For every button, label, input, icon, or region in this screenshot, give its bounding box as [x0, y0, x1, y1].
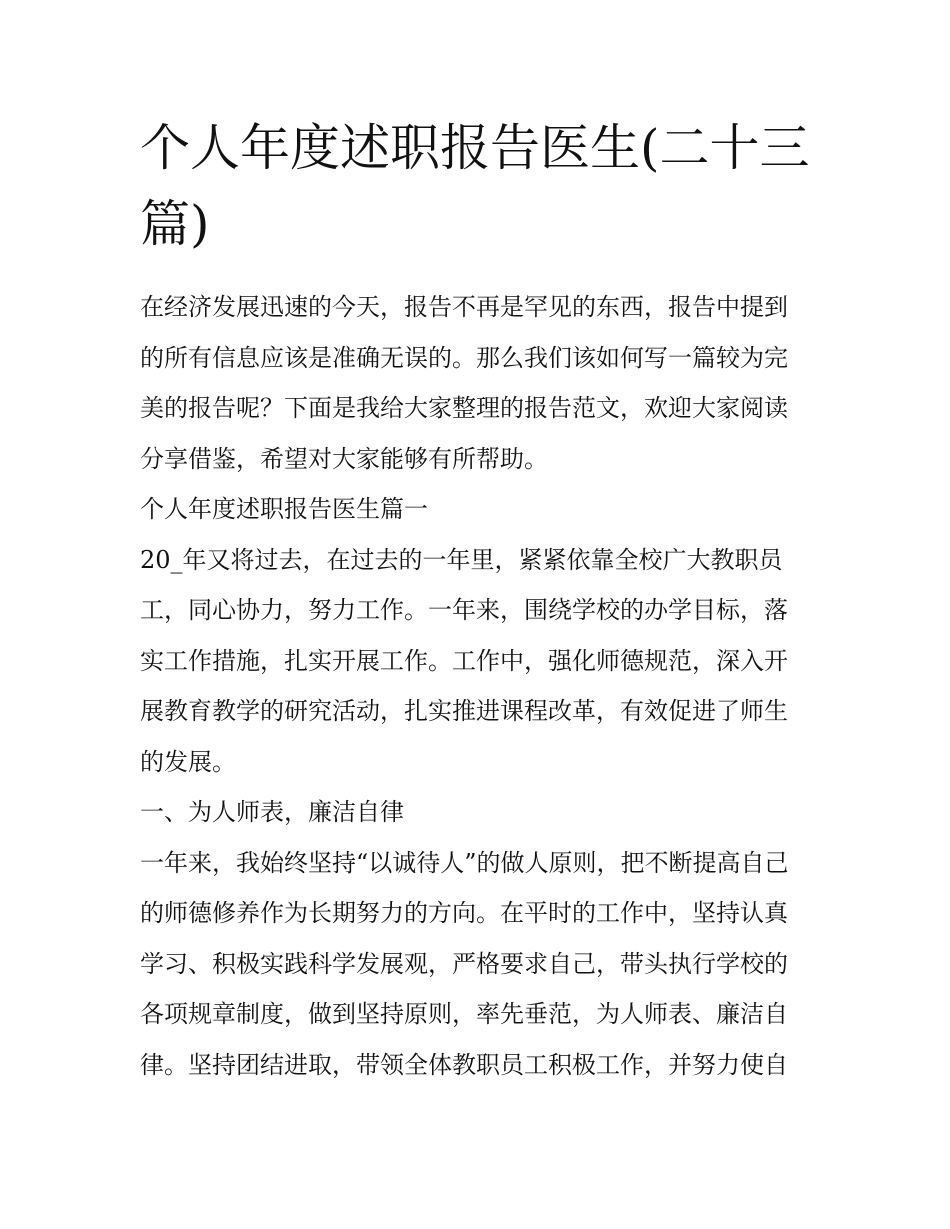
intro-line-1: 在经济发展迅速的今天，报告不再是罕见的东西，报告中提到: [140, 293, 788, 321]
body-line: 的发展。: [140, 747, 236, 776]
intro-line-2: 的所有信息应该是准确无误的。那么我们该如何写一篇较为完: [140, 343, 788, 372]
intro-line-4: 分享借鉴，希望对大家能够有所帮助。: [140, 444, 548, 473]
title-line-1: 个人年度述职报告医生(二十三: [140, 119, 810, 177]
body-line: 一年来，我始终坚持“以诚待人”的做人原则，把不断提高自己: [140, 848, 789, 877]
subheading-1: 一、为人师表，廉洁自律: [140, 798, 404, 826]
body-line: 律。坚持团结进取，带领全体教职员工积极工作，并努力使自: [140, 1050, 788, 1079]
body-line: 实工作措施，扎实开展工作。工作中，强化师德规范，深入开: [140, 646, 788, 675]
title-line-2: 篇): [140, 195, 210, 253]
section-heading-1: 个人年度述职报告医生篇一: [140, 495, 428, 523]
body-line: 各项规章制度，做到坚持原则，率先垂范，为人师表、廉洁自: [140, 1000, 788, 1028]
body-line: 工，同心协力，努力工作。一年来，围绕学校的办学目标，落: [140, 596, 788, 624]
body-line: 20_年又将过去，在过去的一年里，紧紧依靠全校广大教职员: [140, 545, 783, 574]
document-title: [140, 110, 812, 262]
body-line: 学习、积极实践科学发展观，严格要求自己，带头执行学校的: [140, 949, 788, 978]
body-line: 展教育教学的研究活动，扎实推进课程改革，有效促进了师生: [140, 697, 788, 725]
intro-line-3: 美的报告呢？下面是我给大家整理的报告范文，欢迎大家阅读: [140, 394, 788, 422]
document-body: [140, 110, 812, 1090]
body-line: 的师德修养作为长期努力的方向。在平时的工作中，坚持认真: [140, 899, 788, 927]
